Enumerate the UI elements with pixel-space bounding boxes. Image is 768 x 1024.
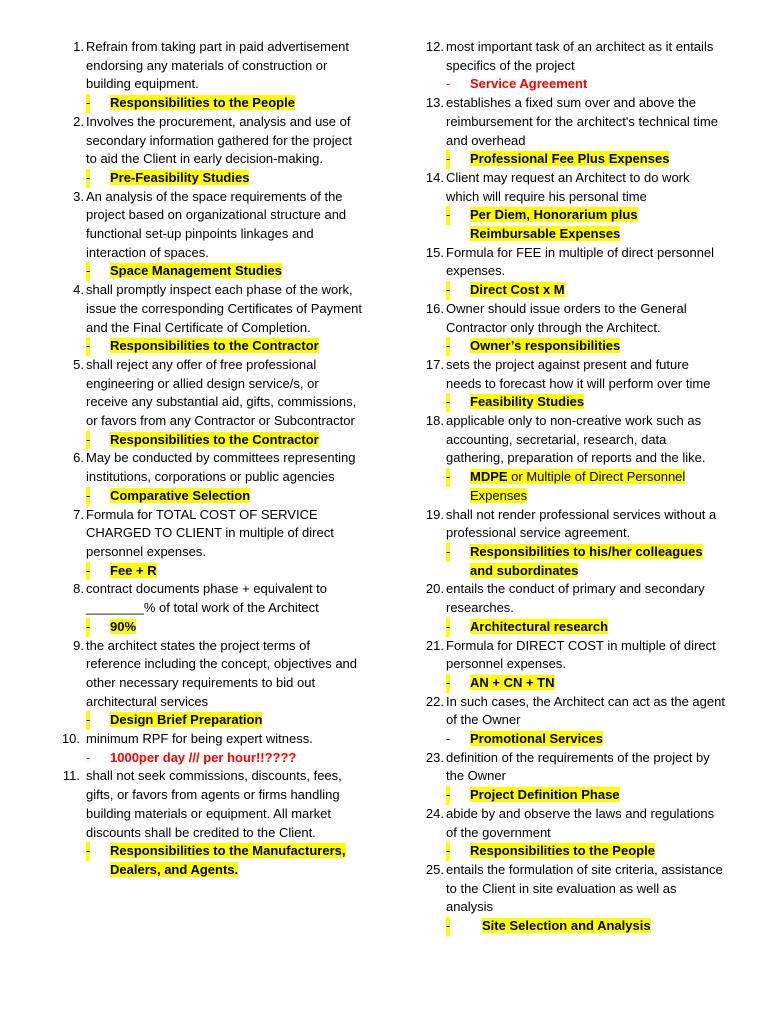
answer-dash: -	[446, 786, 450, 805]
answer-text: Per Diem, Honorarium plus Reimbursable Expenses	[470, 207, 638, 242]
item-number: 21.	[425, 637, 444, 653]
question-text: entails the conduct of primary and secondary researches.	[446, 581, 705, 616]
item-number: 4.	[73, 282, 84, 298]
answer-line	[446, 468, 726, 505]
answer-line	[446, 75, 726, 94]
item-number: 10.	[61, 731, 80, 747]
answer-plain-part: or Multiple of Direct Personnel Expenses	[470, 469, 686, 503]
answer-text: Responsibilities to his/her colleagues and subordinates	[470, 543, 703, 578]
item-number: 8.	[73, 581, 84, 597]
question-text: contract documents phase + equivalent to ________% of total work of the Architect	[86, 581, 328, 616]
answer-dash: -	[86, 337, 90, 356]
answer-text: Pre-Feasibility Studies	[110, 169, 250, 185]
item-number: 14.	[425, 169, 444, 185]
answer-text: AN + CN + TN	[470, 674, 555, 690]
list-item	[62, 580, 364, 636]
answer-line	[86, 431, 364, 450]
answer-line	[86, 618, 364, 637]
answer-dash: -	[86, 487, 90, 506]
item-number: 11.	[62, 768, 80, 784]
left-column	[62, 38, 364, 880]
answer-line	[86, 487, 364, 506]
answer-line	[86, 94, 364, 113]
item-number: 17.	[425, 356, 444, 372]
list-item	[422, 244, 726, 300]
item-number: 12.	[425, 39, 444, 54]
question-text: In such cases, the Architect can act as the agent of the Owner	[446, 693, 725, 728]
answer-text: Responsibilities to the Manufacturers, Dealers, and Agents.	[110, 843, 346, 877]
answer-dash: -	[86, 749, 91, 765]
item-number: 13.	[425, 95, 444, 111]
list-item	[422, 805, 726, 861]
item-number: 15.	[425, 244, 444, 260]
answer-dash: -	[86, 618, 90, 637]
answer-line	[86, 169, 364, 188]
answer-dash: -	[446, 618, 450, 637]
list-item	[422, 506, 726, 581]
answer-text: Professional Fee Plus Expenses	[470, 151, 670, 167]
answer-line	[446, 618, 726, 637]
answer-line	[446, 786, 726, 805]
answer-line	[446, 917, 726, 936]
answer-text: Design Brief Preparation	[110, 712, 263, 728]
question-text: abide by and observe the laws and regulations of the government	[446, 805, 715, 840]
item-number: 5.	[73, 356, 84, 372]
question-text: establishes a fixed sum over and above the reimbursement for the architect's technical time and overhead	[446, 95, 718, 148]
question-text: most important task of an architect as it entails specifics of the project	[446, 39, 714, 73]
list-item	[422, 94, 726, 169]
list-item	[422, 693, 726, 749]
list-item	[62, 730, 364, 767]
list-item	[62, 356, 364, 450]
list-item	[62, 506, 364, 581]
question-text: May be conducted by committees representing institutions, corporations or public agencies	[86, 450, 356, 485]
list-item	[62, 188, 364, 282]
answer-text: Direct Cost x M	[470, 282, 565, 298]
answer-dash: -	[86, 562, 90, 581]
list-item	[422, 580, 726, 636]
list-item	[62, 449, 364, 505]
question-text: shall reject any offer of free professional engineering or allied design service/s, or receive any substantial aid, gifts, commissions, or favors from any Contractor or Subcontractor	[86, 356, 357, 429]
item-number: 22.	[425, 693, 444, 709]
answer-dash: -	[86, 431, 90, 450]
question-text: Formula for TOTAL COST OF SERVICE CHARGED TO CLIENT in multiple of direct personnel expenses.	[86, 506, 334, 559]
answer-text: Feasibility Studies	[470, 394, 585, 410]
list-item	[422, 300, 726, 356]
answer-line	[86, 749, 364, 768]
answer-line	[446, 543, 726, 580]
answer-dash: -	[446, 206, 450, 225]
answer-line	[86, 711, 364, 730]
item-number: 9.	[73, 637, 84, 653]
question-text: Involves the procurement, analysis and use of secondary information gathered for the project to aid the Client in early decision-making.	[86, 113, 352, 167]
answer-line	[446, 842, 726, 861]
answer-dash: -	[446, 468, 450, 487]
answer-text: Responsibilities to the People	[470, 843, 655, 859]
question-text: minimum RPF for being expert witness.	[86, 731, 313, 747]
answer-text: Owner’s responsibilities	[470, 338, 621, 354]
answer-dash: -	[86, 842, 90, 861]
question-text: Client may request an Architect to do work which will require his personal time	[446, 169, 690, 204]
list-item	[422, 412, 726, 506]
answer-text: 90%	[110, 618, 137, 634]
answer-dash: -	[446, 731, 451, 747]
question-text: sets the project against present and future needs to forecast how it will perform over time	[446, 356, 711, 391]
item-number: 23.	[425, 749, 444, 765]
answer-text: Architectural research	[470, 618, 609, 634]
answer-line	[446, 674, 726, 693]
question-text: applicable only to non-creative work such as accounting, secretarial, research, data gathering, preparation of reports and the like.	[446, 413, 706, 466]
answer-dash: -	[86, 711, 90, 730]
answer-dash: -	[446, 543, 450, 562]
answer-bold-part: MDPE	[470, 469, 508, 485]
answer-dash: -	[86, 94, 90, 113]
list-item	[422, 861, 726, 936]
answer-line	[446, 281, 726, 300]
answer-dash: -	[446, 337, 450, 356]
question-text: the architect states the project terms of reference including the concept, objectives and other necessary requirements to bid out architectural services	[86, 637, 358, 709]
answer-line	[86, 842, 364, 879]
item-number: 3.	[73, 188, 84, 204]
question-text: shall not render professional services without a professional service agreement.	[446, 506, 717, 541]
answer-text: Responsibilities to the Contractor	[110, 431, 319, 447]
list-item	[422, 169, 726, 244]
answer-text: Service Agreement	[470, 76, 588, 92]
list-item	[62, 281, 364, 356]
list-item	[422, 749, 726, 805]
list-item	[62, 767, 364, 879]
answer-text: Fee + R	[110, 562, 157, 578]
question-text: Refrain from taking part in paid advertisement endorsing any materials of construction or building equipment.	[86, 39, 350, 92]
question-text: An analysis of the space requirements of the project based on organizational structure and functional set-up pinpoints linkages and interaction of spaces.	[86, 188, 347, 260]
answer-line	[446, 730, 726, 749]
item-number: 16.	[425, 300, 444, 316]
answer-dash: -	[446, 917, 450, 936]
answer-dash: -	[86, 262, 90, 281]
answer-text: Responsibilities to the People	[110, 95, 295, 111]
item-number: 18.	[425, 413, 444, 429]
answer-text: Responsibilities to the Contractor	[110, 338, 319, 354]
question-text: shall not seek commissions, discounts, fees, gifts, or favors from agents or firms handling building materials or equipment. All market discounts shall be credited to the Client.	[86, 768, 342, 840]
question-text: Formula for DIRECT COST in multiple of direct personnel expenses.	[446, 637, 716, 672]
item-number: 2.	[73, 113, 84, 129]
answer-line	[86, 562, 364, 581]
list-item	[62, 113, 364, 188]
item-number: 24.	[425, 805, 444, 821]
item-number: 6.	[73, 450, 84, 466]
item-number: 1.	[73, 39, 84, 54]
answer-dash: -	[446, 281, 450, 300]
answer-dash: -	[86, 169, 90, 188]
question-text: definition of the requirements of the project by the Owner	[446, 749, 710, 784]
question-text: shall promptly inspect each phase of the work, issue the corresponding Certificates of Payment and the Final Certificate of Completion.	[86, 282, 363, 335]
item-number: 25.	[425, 861, 444, 877]
answer-dash: -	[446, 150, 450, 169]
list-item	[62, 637, 364, 731]
question-text: Owner should issue orders to the General Contractor only through the Architect.	[446, 300, 687, 335]
answer-text: Comparative Selection	[110, 487, 251, 503]
item-number: 20.	[425, 581, 444, 597]
item-number: 19.	[425, 506, 444, 522]
list-item	[422, 637, 726, 693]
answer-line	[446, 337, 726, 356]
answer-text: 1000per day /// per hour!!????	[110, 749, 297, 765]
list-item	[422, 356, 726, 412]
answer-text: Project Definition Phase	[470, 787, 620, 803]
answer-dash: -	[446, 674, 450, 693]
answer-text: Site Selection and Analysis	[482, 918, 651, 934]
item-number: 7.	[73, 506, 84, 522]
answer-dash: -	[446, 393, 450, 412]
answer-line	[446, 393, 726, 412]
answer-dash: -	[446, 842, 450, 861]
answer-line	[86, 337, 364, 356]
question-text: Formula for FEE in multiple of direct personnel expenses.	[446, 244, 715, 279]
answer-text	[470, 469, 685, 503]
list-item	[62, 38, 364, 113]
answer-line	[446, 150, 726, 169]
answer-line	[86, 262, 364, 281]
right-column	[422, 38, 726, 936]
answer-text: Space Management Studies	[110, 263, 282, 279]
answer-text: Promotional Services	[470, 731, 603, 747]
question-text: entails the formulation of site criteria, assistance to the Client in site evaluation as well as analysis	[446, 861, 723, 915]
list-item	[422, 38, 726, 94]
answer-dash: -	[446, 76, 451, 92]
answer-line	[446, 206, 726, 243]
